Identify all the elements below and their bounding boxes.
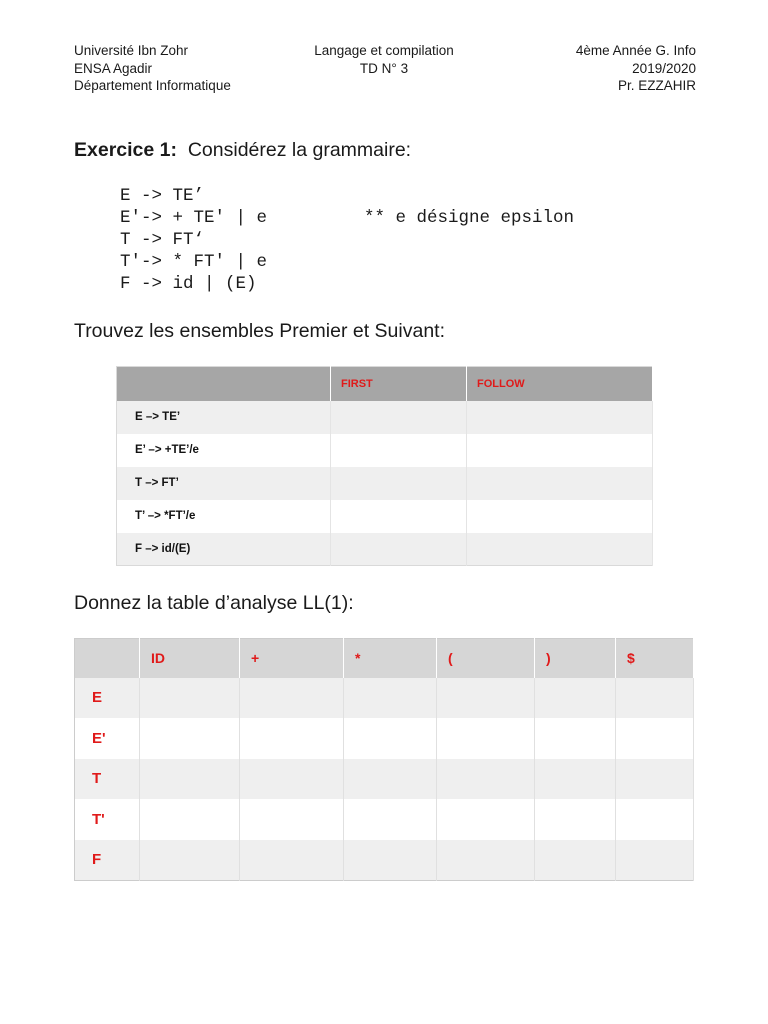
question-ll1-table: Donnez la table d’analyse LL(1): xyxy=(74,592,354,614)
production-cell: E’ –> +TE’/e xyxy=(117,434,331,467)
grammar-rule: E'-> + TE' | e xyxy=(120,208,268,228)
header-cell-star: * xyxy=(344,639,437,678)
table-cell[interactable] xyxy=(535,840,616,881)
table-cell[interactable] xyxy=(140,799,240,840)
class-year: 4ème Année G. Info xyxy=(575,43,696,58)
nonterminal-cell: E' xyxy=(75,718,140,759)
production-cell: F –> id/(E) xyxy=(117,533,331,566)
header-cell-first: FIRST xyxy=(331,367,467,401)
grammar-rule: E -> TE’ xyxy=(120,186,205,206)
course-name: Langage et compilation xyxy=(314,43,454,58)
school-name: ENSA Agadir xyxy=(74,60,153,76)
production-cell: T –> FT’ xyxy=(117,467,331,500)
table-cell[interactable] xyxy=(535,678,616,719)
follow-cell[interactable] xyxy=(467,401,653,434)
header-institution xyxy=(74,42,231,95)
nonterminal-cell: E xyxy=(75,678,140,719)
table-cell[interactable] xyxy=(535,799,616,840)
table-cell[interactable] xyxy=(437,678,535,719)
follow-cell[interactable] xyxy=(467,500,653,533)
table-cell[interactable] xyxy=(437,799,535,840)
table-cell[interactable] xyxy=(140,759,240,800)
follow-cell[interactable] xyxy=(467,533,653,566)
header-cell-follow: FOLLOW xyxy=(467,367,653,401)
table-row xyxy=(75,718,694,759)
question-first-follow: Trouvez les ensembles Premier et Suivant: xyxy=(74,320,446,342)
table-cell[interactable] xyxy=(437,840,535,881)
header-cell-lparen: ( xyxy=(437,639,535,678)
header-cell-id: ID xyxy=(140,639,240,678)
production-cell: T’ –> *FT’/e xyxy=(117,500,331,533)
table-cell[interactable] xyxy=(535,759,616,800)
exercise-title xyxy=(74,139,411,162)
table-row xyxy=(75,678,694,719)
table-cell[interactable] xyxy=(437,759,535,800)
follow-cell[interactable] xyxy=(467,467,653,500)
header-cell-production xyxy=(117,367,331,401)
table-row xyxy=(117,467,653,500)
table-cell[interactable] xyxy=(240,840,344,881)
grammar-rule: T'-> * FT' | e xyxy=(120,252,268,272)
header-cell-corner xyxy=(75,639,140,678)
first-cell[interactable] xyxy=(331,533,467,566)
table-cell[interactable] xyxy=(616,840,694,881)
table-row xyxy=(75,759,694,800)
table-cell[interactable] xyxy=(240,678,344,719)
exercise-intro: Considérez la grammaire: xyxy=(187,139,412,161)
table-cell[interactable] xyxy=(616,759,694,800)
table-cell[interactable] xyxy=(616,799,694,840)
table-cell[interactable] xyxy=(344,718,437,759)
table-cell[interactable] xyxy=(140,718,240,759)
header-cell-plus: + xyxy=(240,639,344,678)
table-row xyxy=(117,533,653,566)
table-cell[interactable] xyxy=(140,840,240,881)
header-meta xyxy=(576,42,696,95)
table-cell[interactable] xyxy=(140,678,240,719)
production-cell: E –> TE’ xyxy=(117,401,331,434)
table-row xyxy=(75,840,694,881)
table-cell[interactable] xyxy=(240,759,344,800)
grammar-rule: F -> id | (E) xyxy=(120,274,257,294)
table-cell[interactable] xyxy=(437,718,535,759)
ll1-parsing-table xyxy=(74,638,694,881)
first-cell[interactable] xyxy=(331,434,467,467)
table-cell[interactable] xyxy=(240,799,344,840)
table-header-row xyxy=(117,367,653,401)
university-name: Université Ibn Zohr xyxy=(74,43,189,58)
grammar-rule: T -> FT‘ xyxy=(120,230,205,250)
table-row xyxy=(117,500,653,533)
follow-cell[interactable] xyxy=(467,434,653,467)
table-cell[interactable] xyxy=(535,718,616,759)
table-cell[interactable] xyxy=(240,718,344,759)
academic-year: 2019/2020 xyxy=(632,60,696,76)
document-header xyxy=(74,42,696,96)
table-cell[interactable] xyxy=(616,678,694,719)
professor-name: Pr. EZZAHIR xyxy=(617,78,696,93)
nonterminal-cell: F xyxy=(75,840,140,881)
first-cell[interactable] xyxy=(331,500,467,533)
header-cell-rparen: ) xyxy=(535,639,616,678)
nonterminal-cell: T' xyxy=(75,799,140,840)
epsilon-note: ** e désigne epsilon xyxy=(364,208,575,228)
header-cell-dollar: $ xyxy=(616,639,694,678)
table-cell[interactable] xyxy=(344,840,437,881)
header-course xyxy=(302,42,466,77)
td-number: TD N° 3 xyxy=(359,60,409,76)
first-cell[interactable] xyxy=(331,401,467,434)
table-row xyxy=(117,434,653,467)
grammar-rules xyxy=(120,185,267,295)
table-row xyxy=(75,799,694,840)
department-name: Département Informatique xyxy=(74,78,231,93)
first-follow-table xyxy=(116,366,653,566)
exercise-label: Exercice 1: xyxy=(74,139,177,161)
nonterminal-cell: T xyxy=(75,759,140,800)
table-row xyxy=(117,401,653,434)
table-cell[interactable] xyxy=(344,678,437,719)
table-cell[interactable] xyxy=(344,759,437,800)
first-cell[interactable] xyxy=(331,467,467,500)
table-cell[interactable] xyxy=(616,718,694,759)
table-header-row xyxy=(75,639,694,678)
table-cell[interactable] xyxy=(344,799,437,840)
